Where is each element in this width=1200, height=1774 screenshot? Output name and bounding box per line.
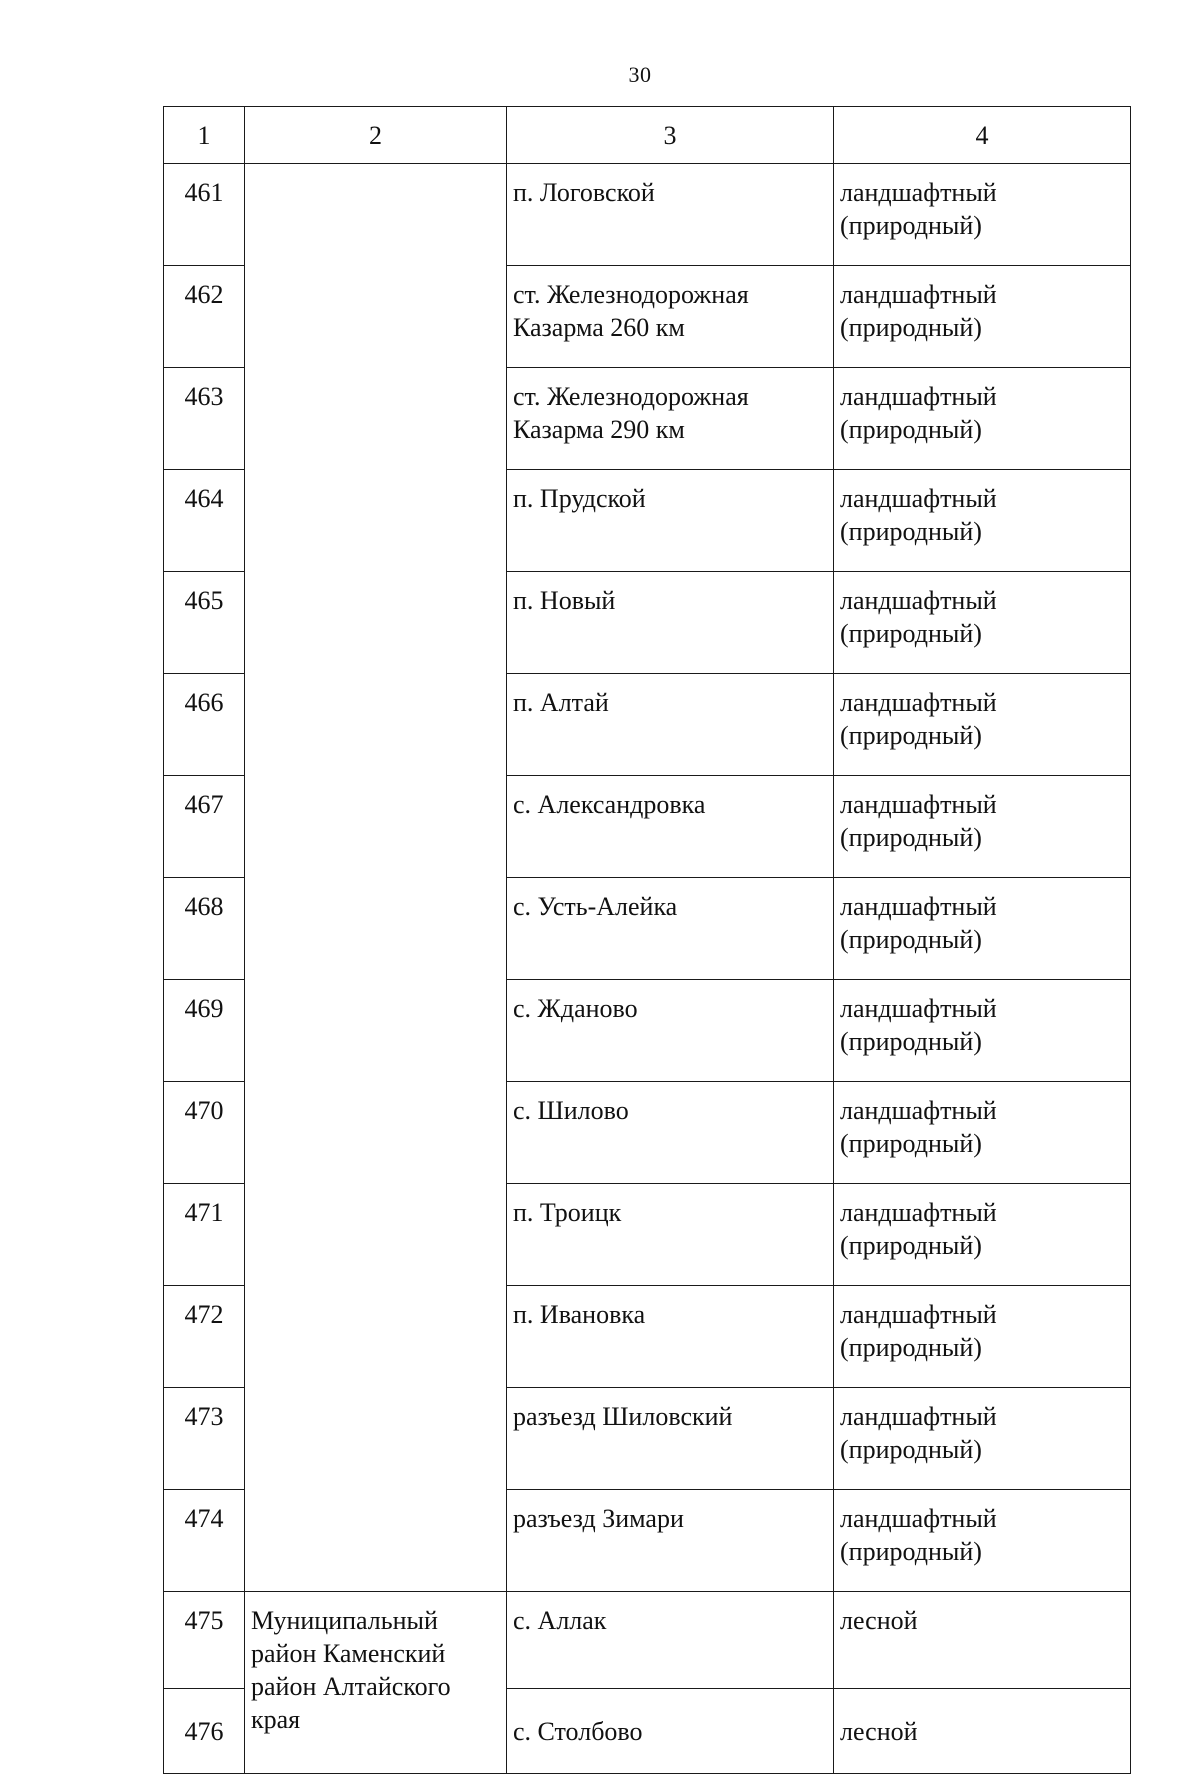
page-number: 30 — [628, 62, 652, 87]
type-cell: ландшафтный (природный) — [834, 674, 1131, 776]
type-cell: ландшафтный (природный) — [834, 1184, 1131, 1286]
table-row — [164, 164, 1131, 266]
row-number: 462 — [164, 266, 245, 368]
row-number: 469 — [164, 980, 245, 1082]
locality-cell: с. Усть-Алейка — [507, 878, 834, 980]
locality-cell: п. Ивановка — [507, 1286, 834, 1388]
row-number: 473 — [164, 1388, 245, 1490]
locality-cell: п. Троицк — [507, 1184, 834, 1286]
table-header — [164, 107, 1131, 164]
column-header-1: 1 — [164, 107, 245, 164]
locality-cell: разъезд Шиловский — [507, 1388, 834, 1490]
row-number: 474 — [164, 1490, 245, 1592]
locality-cell: с. Жданово — [507, 980, 834, 1082]
type-cell: ландшафтный (природный) — [834, 1388, 1131, 1490]
row-number: 465 — [164, 572, 245, 674]
type-cell: ландшафтный (природный) — [834, 776, 1131, 878]
locality-cell: п. Логовской — [507, 164, 834, 266]
row-number: 475 — [164, 1592, 245, 1689]
row-number: 468 — [164, 878, 245, 980]
type-cell: ландшафтный (природный) — [834, 1286, 1131, 1388]
locality-cell: с. Столбово — [507, 1689, 834, 1774]
row-number: 470 — [164, 1082, 245, 1184]
table-body — [164, 164, 1131, 1774]
row-number: 471 — [164, 1184, 245, 1286]
locality-cell: п. Алтай — [507, 674, 834, 776]
type-cell: ландшафтный (природный) — [834, 980, 1131, 1082]
type-cell: ландшафтный (природный) — [834, 266, 1131, 368]
locality-cell: с. Александровка — [507, 776, 834, 878]
locality-cell: с. Аллак — [507, 1592, 834, 1689]
column-header-2: 2 — [245, 107, 507, 164]
type-cell: ландшафтный (природный) — [834, 164, 1131, 266]
row-number: 463 — [164, 368, 245, 470]
row-number: 464 — [164, 470, 245, 572]
type-cell: ландшафтный (природный) — [834, 1082, 1131, 1184]
row-number: 467 — [164, 776, 245, 878]
type-cell: ландшафтный (природный) — [834, 1490, 1131, 1592]
locality-cell: ст. Железнодорожная Казарма 260 км — [507, 266, 834, 368]
locality-cell: разъезд Зимари — [507, 1490, 834, 1592]
column-header-3: 3 — [507, 107, 834, 164]
header-row — [164, 107, 1131, 164]
locality-cell: п. Новый — [507, 572, 834, 674]
row-number: 461 — [164, 164, 245, 266]
table-row — [164, 1592, 1131, 1689]
row-number: 476 — [164, 1689, 245, 1774]
type-cell: ландшафтный (природный) — [834, 878, 1131, 980]
type-cell: ландшафтный (природный) — [834, 470, 1131, 572]
district-cell: Муниципальный район Каменский район Алтайского края — [245, 1592, 507, 1774]
locality-cell: п. Прудской — [507, 470, 834, 572]
locality-cell: ст. Железнодорожная Казарма 290 км — [507, 368, 834, 470]
type-cell: ландшафтный (природный) — [834, 368, 1131, 470]
type-cell: ландшафтный (природный) — [834, 572, 1131, 674]
row-number: 466 — [164, 674, 245, 776]
row-number: 472 — [164, 1286, 245, 1388]
type-cell: лесной — [834, 1592, 1131, 1689]
settlements-table — [163, 106, 1131, 1774]
district-cell-empty — [245, 164, 507, 1592]
locality-cell: с. Шилово — [507, 1082, 834, 1184]
type-cell: лесной — [834, 1689, 1131, 1774]
column-header-4: 4 — [834, 107, 1131, 164]
